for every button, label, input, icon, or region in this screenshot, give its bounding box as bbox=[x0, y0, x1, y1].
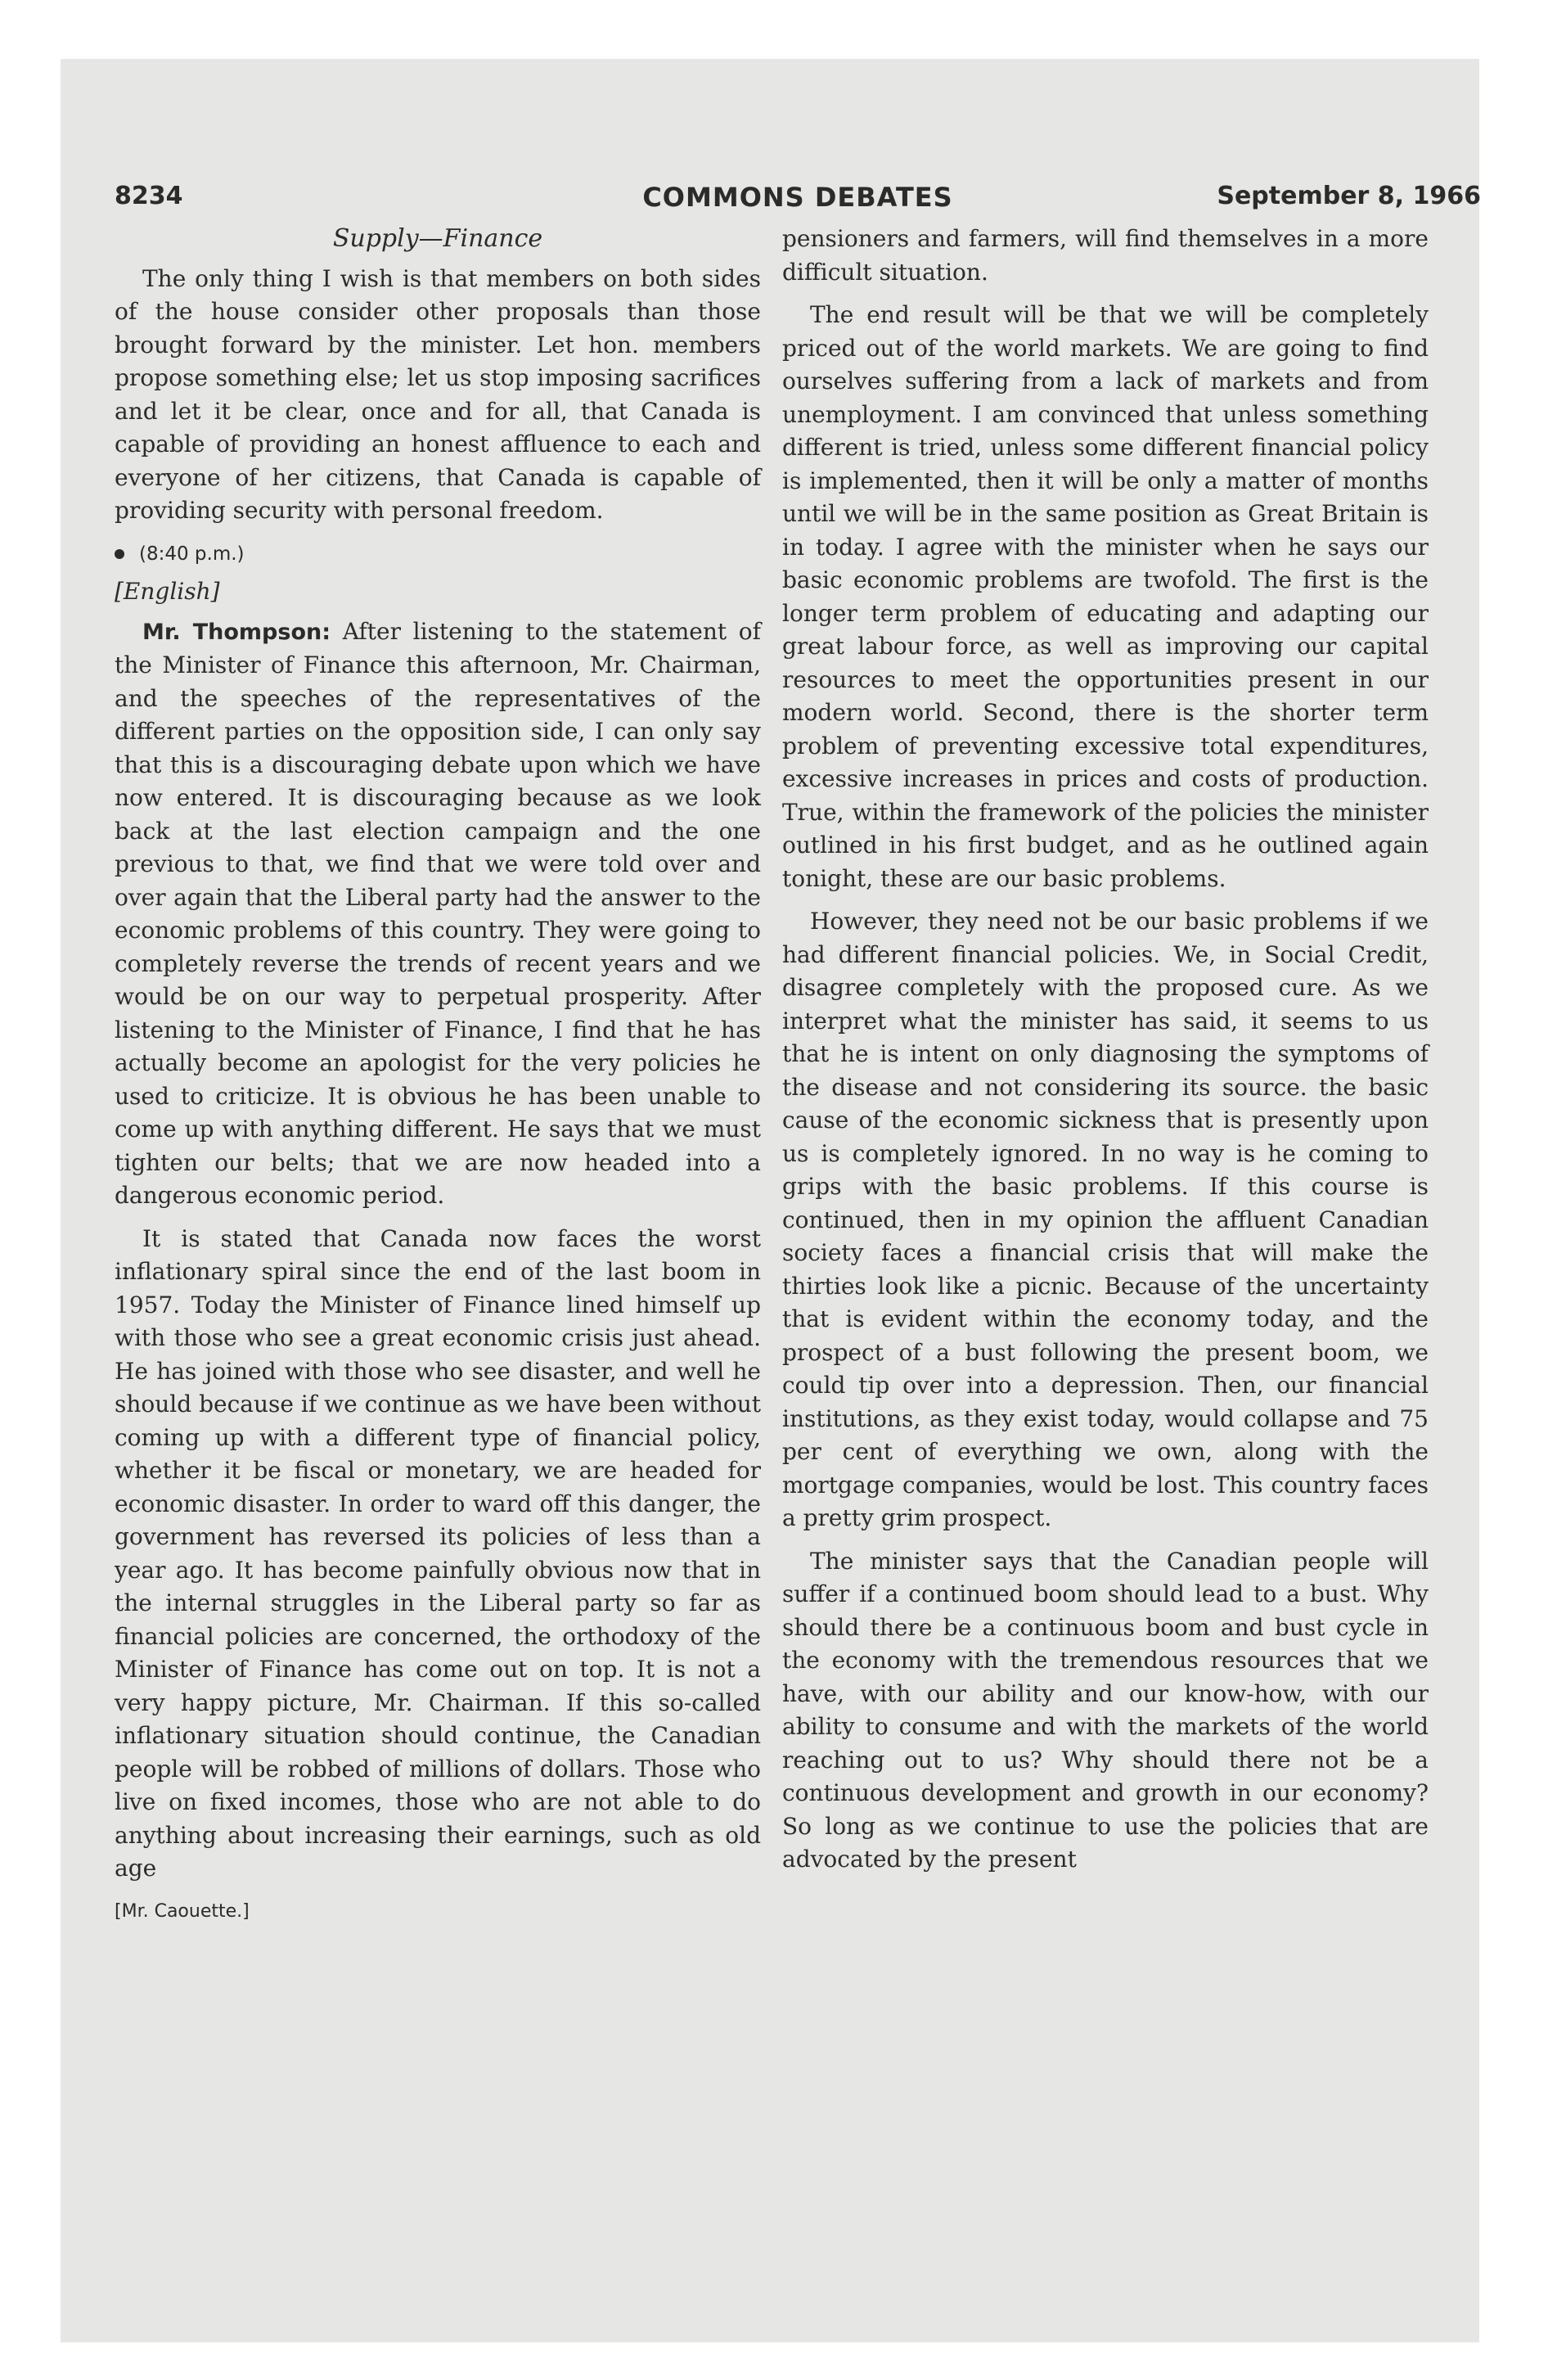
attribution-note: [Mr. Caouette.] bbox=[115, 1900, 250, 1922]
language-tag: [English] bbox=[115, 578, 220, 605]
page-date: September 8, 1966 bbox=[1217, 182, 1481, 210]
page-header bbox=[115, 182, 1481, 218]
paragraph: It is stated that Canada now faces the worst inflationary spiral since the end of the last boom in 1957. Today the Minister of Finance lined himself up with those who see a great economic crisis just ahead. He has joined with those who see disaster, and well he should because if we continue as we have been without coming up with a different type of financial policy, whether it be fiscal or monetary, we are headed for economic disaster. In order to ward off this danger, the government has reversed its policies of less than a year ago. It has become painfully obvious now that in the internal struggles in the Liberal party so far as financial policies are concerned, the orthodoxy of the Minister of Finance has come out on top. It is not a very happy picture, Mr. Chairman. If this so-called inflationary situation should continue, the Canadian people will be robbed of millions of dollars. Those who live on fixed incomes, those who are not able to do anything about increasing their earnings, such as old age bbox=[115, 1224, 761, 1882]
bullet-icon bbox=[115, 549, 124, 559]
page-number: 8234 bbox=[115, 182, 183, 210]
time-stamp-text: (8:40 p.m.) bbox=[139, 543, 245, 565]
paragraph: The end result will be that we will be completely priced out of the world markets. We are going to find ourselves suffering from a lack of markets and from unemployment. I am convinced that unless something different is tried, unless some different financial policy is implemented, then it will be only a matter of months until we will be in the same position as Great Britain is in today. I agree with the minister when he says our basic economic problems are twofold. The first is the longer term problem of educating and adapting our great labour force, as well as improving our capital resources to meet the opportunities present in our modern world. Second, there is the shorter term problem of preventing excessive total expenditures, excessive increases in prices and costs of production. True, within the framework of the policies the minister outlined in his first budget, and as he outlined again tonight, these are our basic problems. bbox=[782, 301, 1429, 892]
right-column bbox=[782, 223, 1429, 1886]
paragraph: The only thing I wish is that members on both sides of the house consider other proposals than those brought forward by the minister. Let hon. members propose something else; let us stop imposing sacrifices and let it be clear, once and for all, that Canada is capable of providing an honest affluence to each and everyone of her citizens, that Canada is capable of providing security with personal freedom. bbox=[115, 264, 761, 524]
time-stamp bbox=[115, 538, 761, 571]
section-heading: Supply—Finance bbox=[332, 224, 543, 253]
speaker-name: Mr. Thompson: bbox=[142, 619, 331, 645]
speech-text: After listening to the statement of the Minister of Finance this afternoon, Mr. Chairman, and the speeches of the representatives of the different parties on the opposition side, I can only say that this is a discouraging debate upon which we have now entered. It is discouraging because as we look back at the last election campaign and the one previous to that, we find that we were told over and over again that the Liberal party had the answer to the economic problems of this country. They were going to completely reverse the trends of recent years and we would be on our way to perpetual prosperity. After listening to the Minister of Finance, I find that he has actually become an apologist for the very policies he used to criticize. It is obvious he has been unable to come up with anything different. He says that we must tighten our belts; that we are now headed into a dangerous economic period. bbox=[115, 617, 762, 1209]
publication-title: COMMONS DEBATES bbox=[642, 182, 953, 213]
paragraph: The minister says that the Canadian people will suffer if a continued boom should lead to a bust. Why should there be a continuous boom and bust cycle in the economy with the tremendous resources that we have, with our ability and our know-how, with our ability to consume and with the markets of the world reaching out to us? Why should there not be a continuous development and growth in our economy? So long as we continue to use the policies that are advocated by the present bbox=[782, 1547, 1429, 1873]
paragraph: However, they need not be our basic problems if we had different financial policies. We, in Social Credit, disagree completely with the proposed cure. As we interpret what the minister has said, it seems to us that he is intent on only diagnosing the symptoms of the disease and not considering its source. the basic cause of the economic sickness that is presently upon us is completely ignored. In no way is he coming to grips with the basic problems. If this course is continued, then in my opinion the affluent Canadian society faces a financial crisis that will make the thirties look like a picnic. Because of the uncertainty that is evident within the economy today, and the prospect of a bust following the present boom, we could tip over into a depression. Then, our financial institutions, as they exist today, would collapse and 75 per cent of everything we own, along with the mortgage companies, would be lost. This country faces a pretty grim prospect. bbox=[782, 908, 1429, 1531]
speaker-paragraph bbox=[115, 615, 761, 1213]
left-column bbox=[115, 223, 761, 1928]
paragraph-continued: pensioners and farmers, will find themselves in a more difficult situation. bbox=[782, 225, 1429, 286]
